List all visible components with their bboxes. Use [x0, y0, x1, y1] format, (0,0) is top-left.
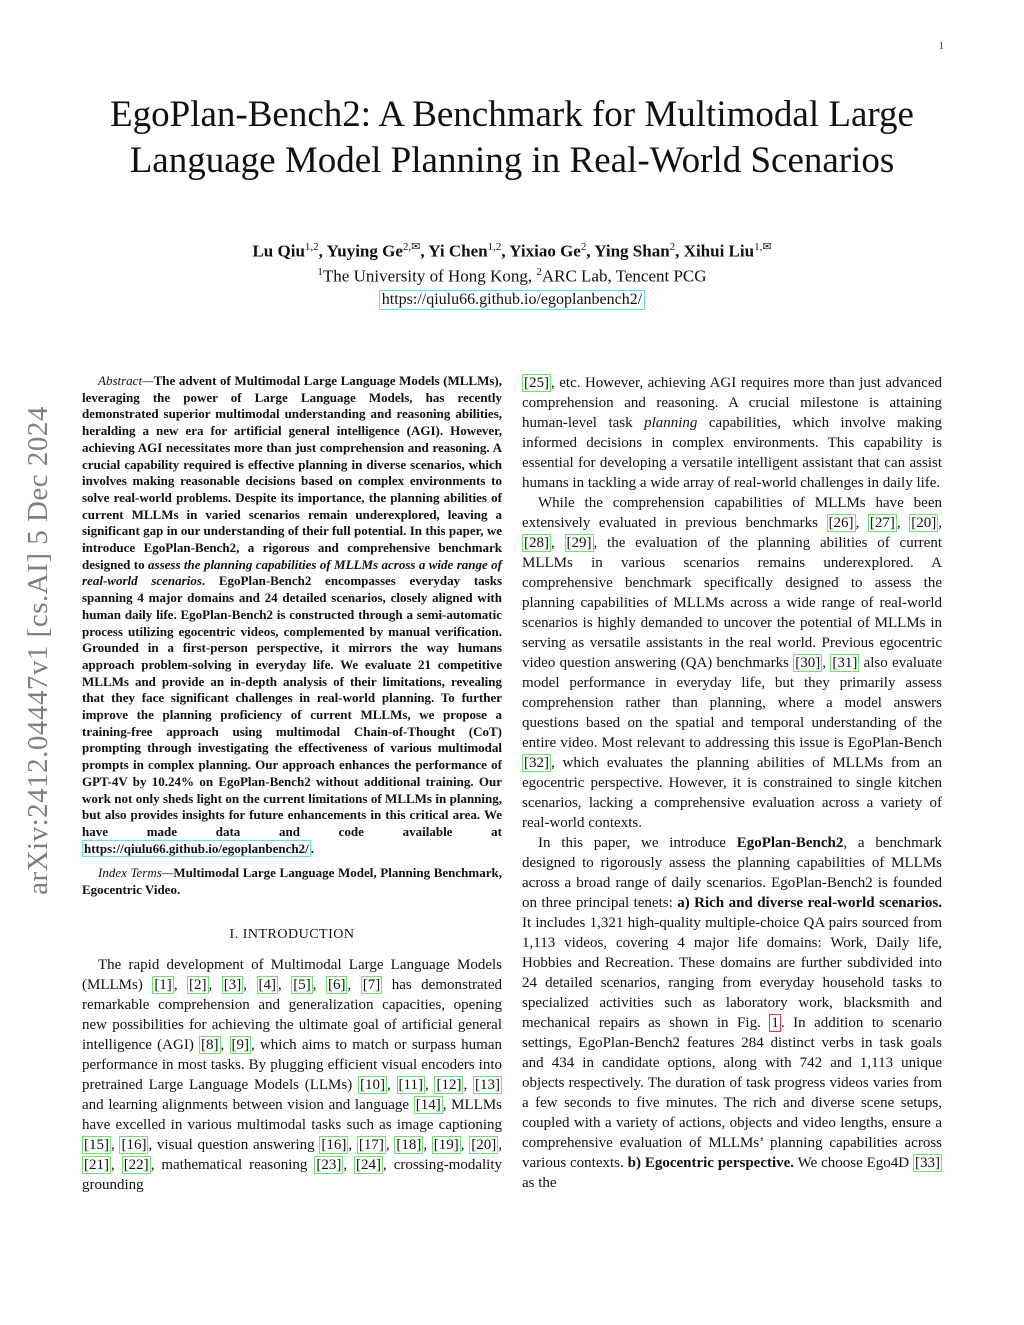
- citation-link[interactable]: [20]: [911, 515, 937, 531]
- affil-sup: 2: [536, 266, 542, 278]
- author-affil-sup: 2: [669, 241, 676, 253]
- citation-link[interactable]: [14]: [415, 1096, 441, 1113]
- citation-link[interactable]: [32]: [524, 755, 549, 771]
- author-affil-sup: 1,2: [487, 241, 502, 253]
- citation-link[interactable]: [3]: [223, 976, 242, 993]
- intro-paragraph-2: While the comprehension capabilities of MLLMs have been extensively evaluated in previous benchmarks [26] , [27] , [20] , [28] , [29] , the evaluation of the planning abilities of current MLLMs in various scenarios remains underexplored. A comprehensive benchmark specifically designed to assess the planning capabilities of MLLMs across a wide range of real-world scenarios is highly demanded to uncover the potential of MLLMs in serving as versatile assistants in the real world. Previous egocentric video question answering (QA) benchmarks [30] , [31] also evaluate model performance in everyday life, but they primarily assess comprehension rather than planning, where a model answers questions based on the spatial and temporal understanding of the entire video. Most relevant to addressing this issue is EgoPlan-Bench [32] , which evaluates the planning abilities of MLLMs from an egocentric perspective. However, it is constrained to single kitchen scenarios, lacking a comprehensive evaluation across a variety of real-world contexts.: [522, 495, 943, 831]
- citation-link[interactable]: [13]: [475, 1076, 501, 1093]
- intro-paragraph-1-continued: [25] , etc. However, achieving AGI requires more than just advanced comprehension and reasoning. A crucial milestone is attaining human-level task planning capabilities, which involve making informed decisions in complex environments. This capability is essential for developing a versatile intelligent assistant that can assist humans in tackling a wide array of real-world challenges in daily life.: [522, 375, 942, 491]
- author-name: Ying Shan: [594, 241, 670, 261]
- left-column: [82, 373, 502, 1195]
- citation-link[interactable]: [29]: [566, 535, 592, 551]
- intro-paragraph-3: In this paper, we introduce EgoPlan-Bench2, a benchmark designed to rigorously assess the planning capabilities of MLLMs across a broad range of daily scenarios. EgoPlan-Bench2 is founded on three principal tenets: a) Rich and diverse real-world scenarios. It includes 1,321 high-quality multiple-choice QA pairs sourced from 1,113 videos, covering 4 major life domains: Work, Daily life, Hobbies and Recreation. These domains are further subdivided into 24 detailed scenarios, ranging from everyday household tasks to specialized activities such as laboratory work, blacksmith and mechanical repairs as shown in Fig. 1 . In addition to scenario settings, EgoPlan-Bench2 features 284 distinct verbs in task goals and 434 in candidate options, along with 742 and 1,113 unique objects respectively. The duration of task progress videos varies from a few seconds to five minutes. The rich and diverse scene setups, coupled with a variety of actions, objects and video lengths, ensure a comprehensive evaluation of MLLMs’ planning capabilities across various contexts. b) Egocentric perspective. We choose Ego4D [33] as the: [522, 835, 943, 1191]
- citation-link[interactable]: [4]: [258, 976, 277, 993]
- citation-link[interactable]: [26]: [828, 515, 854, 531]
- citation-link[interactable]: [8]: [201, 1036, 219, 1053]
- citation-link[interactable]: [10]: [359, 1076, 385, 1093]
- citation-link[interactable]: [17]: [358, 1136, 384, 1153]
- author-name: Lu Qiu: [252, 241, 305, 261]
- affil-tencent: ARC Lab, Tencent PCG: [541, 266, 707, 286]
- author-affil-sup: 2: [580, 241, 587, 253]
- citation-link[interactable]: [2]: [189, 976, 207, 993]
- abstract-label: Abstract—: [98, 373, 154, 388]
- right-column: [522, 373, 942, 1193]
- paper-title: EgoPlan-Bench2: A Benchmark for Multimodal Large Language Model Planning in Real-World Scenarios: [110, 94, 914, 181]
- author-affil-sup: 1,2: [304, 241, 319, 253]
- page-number: 1: [938, 40, 944, 52]
- citation-link[interactable]: [20]: [471, 1136, 497, 1153]
- author-affil-sup: 2,✉: [402, 241, 421, 253]
- author-affil-sup: 1,✉: [754, 241, 772, 253]
- citation-link[interactable]: [19]: [433, 1136, 459, 1153]
- arxiv-stamp: [14, 370, 62, 930]
- citation-link[interactable]: [18]: [396, 1136, 422, 1153]
- affiliations: [60, 266, 964, 287]
- citation-link[interactable]: [16]: [321, 1136, 347, 1153]
- citation-link[interactable]: [11]: [398, 1076, 423, 1093]
- index-terms: [82, 865, 502, 898]
- index-terms-text: Multimodal Large Language Model, Planning Benchmark, Egocentric Video.: [82, 865, 502, 898]
- abstract-code-link[interactable]: https://qiulu66.github.io/egoplanbench2/: [84, 840, 309, 856]
- citation-link[interactable]: [22]: [123, 1156, 149, 1173]
- citation-link[interactable]: [7]: [362, 976, 381, 993]
- abstract-emphasis: assess the planning capabilities of MLLMs across a wide range of real-world scenarios: [82, 556, 502, 589]
- citation-link[interactable]: [21]: [84, 1156, 109, 1173]
- index-terms-label: Index Terms—: [98, 865, 174, 881]
- project-url-link[interactable]: https://qiulu66.github.io/egoplanbench2/: [379, 290, 645, 310]
- citation-link[interactable]: [12]: [436, 1076, 462, 1093]
- author-name: Yi Chen: [428, 241, 488, 261]
- author-name: Yixiao Ge: [509, 241, 581, 261]
- figure-reference-link[interactable]: 1: [771, 1015, 779, 1031]
- citation-link[interactable]: [5]: [293, 976, 311, 993]
- abstract-text: .: [310, 840, 314, 856]
- section-first-letter: I: [242, 926, 248, 942]
- citation-link[interactable]: [15]: [84, 1136, 109, 1153]
- citation-link[interactable]: [6]: [327, 976, 346, 993]
- section-heading-introduction: [82, 925, 502, 945]
- citation-link[interactable]: [16]: [121, 1136, 147, 1153]
- citation-link[interactable]: [28]: [524, 535, 549, 551]
- intro-paragraph-1: The rapid development of Multimodal Large Language Models (MLLMs) [1] , [2] , [3] , [4] , [5] , [6] , [7] has demonstrated remarkable comprehension and generalization capacities, opening new possibilities for achieving the ultimate goal of artificial general intelligence (AGI) [8] , [9] , which aims to match or surpass human performance in most tasks. By plugging efficient visual encoders into pretrained Large Language Models (LLMs) [10] , [11] , [12] , [13] and learning alignments between vision and language [14] , MLLMs have excelled in various multimodal tasks such as image captioning [15] , [16] , visual question answering [16] , [17] , [18] , [19] , [20] , [21] , [22] , mathematical reasoning [23] , [24] , crossing-modality grounding: [82, 956, 503, 1193]
- abstract-text: The advent of Multimodal Large Language Models (MLLMs), leveraging the power of Large Language Models, has recently demonstrated superior multimodal understanding and reasoning abilities, heralding a new era for artificial general intelligence (AGI). However, achieving AGI necessitates more than just comprehension and reasoning. A crucial capability required is effective planning in diverse scenarios, which involves making reasonable decisions based on complex environments to solve real-world problems. Despite its importance, the planning abilities of current MLLMs in varied scenarios remain underexplored, leaving a significant gap in our understanding of their full potential. In this paper, we introduce EgoPlan-Bench2, a rigorous and comprehensive benchmark designed to: [82, 373, 502, 572]
- citation-link[interactable]: [27]: [869, 515, 895, 531]
- arxiv-stamp-text: arXiv:2412.04447v1 [cs.AI] 5 Dec 2024: [21, 405, 54, 895]
- affil-sup: 1: [317, 266, 323, 278]
- citation-link[interactable]: [25]: [524, 375, 549, 391]
- citation-link[interactable]: [23]: [316, 1156, 342, 1173]
- citation-link[interactable]: [31]: [832, 655, 858, 671]
- affil-hku: The University of Hong Kong,: [322, 266, 537, 286]
- abstract-text: . EgoPlan-Bench2 encompasses everyday tasks spanning 4 major domains and 24 detailed scenarios, closely aligned with human daily life. EgoPlan-Bench2 is constructed through a semi-automatic process utilizing egocentric videos, complemented by manual verification. Grounded in a first-person perspective, it mirrors the way humans approach problem-solving in everyday life. We evaluate 21 competitive MLLMs and provide an in-depth analysis of their limitations, revealing that they face significant challenges in real-world planning. To further improve the planning proficiency of current MLLMs, we propose a training-free approach using multimodal Chain-of-Thought (CoT) prompting through investigating the effectiveness of various multimodal prompts in complex planning. Our approach enhances the performance of GPT-4V by 10.24% on EgoPlan-Bench2 without additional training. Our work not only sheds light on the current limitations of MLLMs in planning, but also provides insights for future enhancements in this critical area. We have made data and code available at: [82, 573, 503, 839]
- project-link-row: [60, 290, 964, 310]
- section-title: NTRODUCTION: [247, 926, 355, 942]
- citation-link[interactable]: [33]: [915, 1155, 940, 1171]
- author-list: Lu Qiu$^{1,2}$, Yuying $Ge^{2,✉}$, Yi Chen$^{1,2}$, Yixiao Ge$^2$, Ying Shan$^2$, Xihui Liu$^{1,✉}$: [252, 241, 772, 261]
- author-name: Yuying Ge: [326, 241, 403, 261]
- author-name: Xihui Liu: [683, 241, 755, 261]
- section-number: I.: [229, 926, 243, 942]
- citation-link[interactable]: [24]: [356, 1156, 382, 1173]
- citation-link[interactable]: [9]: [231, 1036, 250, 1053]
- abstract: [82, 373, 502, 857]
- citation-link[interactable]: [30]: [795, 655, 821, 671]
- citation-link[interactable]: [1]: [154, 976, 172, 993]
